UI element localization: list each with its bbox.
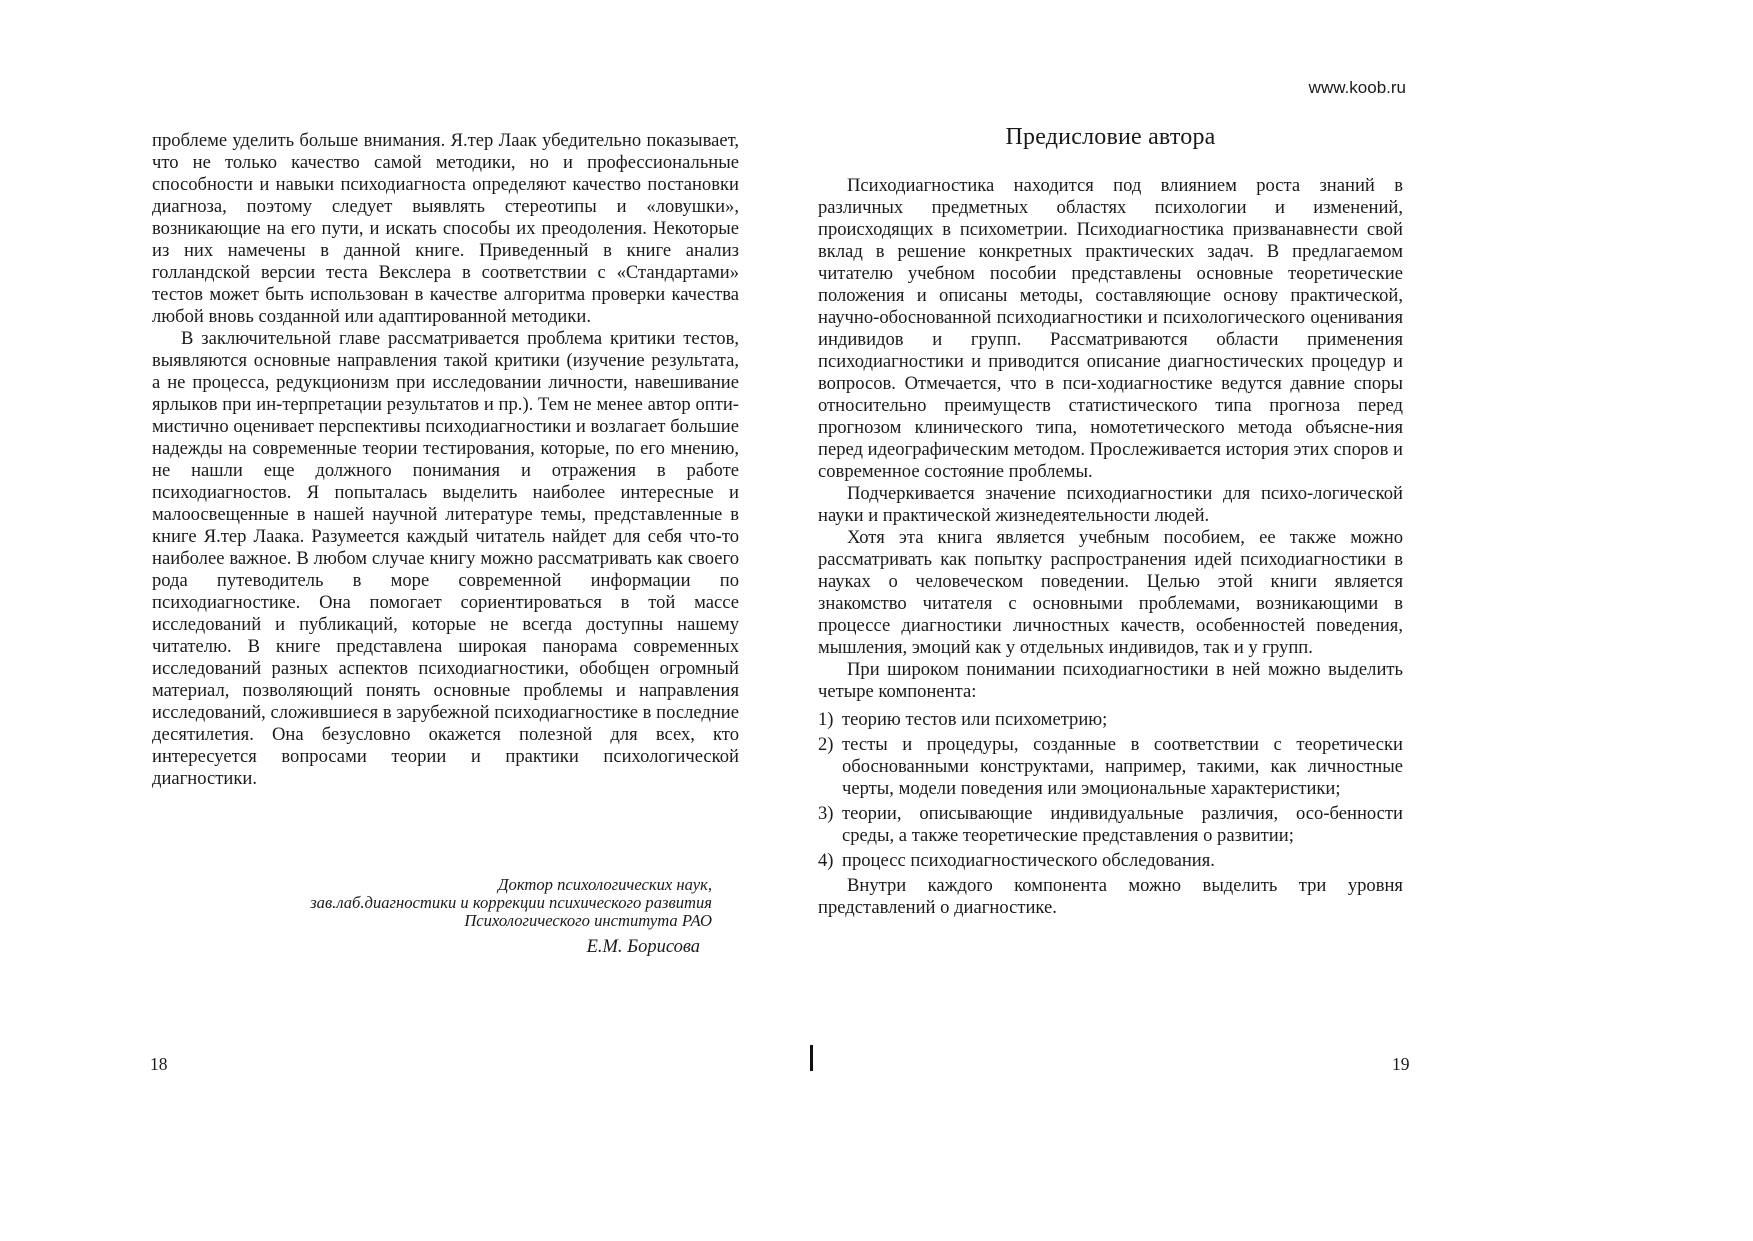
list-item-text: процесс психодиагностического обследования. [842,850,1215,871]
list-item-text: теорию тестов или психометрию; [842,709,1108,730]
list-item-number: 4) [818,850,834,871]
right-page-text [818,175,1403,919]
list-item [818,734,1403,800]
signature-block [180,876,712,956]
paragraph: При широком понимании психодиагностики в ней можно выделить четыре компонента: [818,659,1403,702]
left-page [0,0,812,1241]
list-item [818,850,1403,872]
list-item-text: тесты и процедуры, созданные в соответствии с теоретически обоснованными конструктами, например, такими, как личностные черты, модели поведения или эмоциональные характеристики; [842,734,1403,799]
list-item [818,803,1403,847]
list-item-text: теории, описывающие индивидуальные различия, осо-бенности среды, а также теоретические представления о развитии; [842,803,1403,846]
paragraph: Подчеркивается значение психодиагностики для психо-логической науки и практической жизнедеятельности людей. [818,483,1403,526]
closing-paragraph: Внутри каждого компонента можно выделить три уровня представлений о диагностике. [818,875,1403,918]
site-url: www.koob.ru [1308,78,1406,97]
components-list [818,709,1403,872]
page-number-left: 18 [150,1054,168,1074]
list-item-number: 1) [818,709,834,730]
signature-institute: Психологического института РАО [464,911,712,930]
page-number-right: 19 [1392,1054,1410,1074]
paragraph: Хотя эта книга является учебным пособием, ее также можно рассматривать как попытку распространения идей психодиагностики в науках о человеческом поведении. Целью этой книги является знакомство читателя с основными проблемами, возникающими в процессе диагностики личностных качеств, особенностей поведения, мышления, эмоций как у отдельных индивидов, так и у групп. [818,527,1403,658]
list-item-number: 2) [818,734,834,755]
paragraph: В заключительной главе рассматривается проблема критики тестов, выявляются основные направления такой критики (изучение результата, а не процесса, редукционизм при исследовании личности, навешивание ярлыков при ин-терпретации результатов и пр.). Тем не менее автор опти-мистично оценивает перспективы психодиагностики и возлагает большие надежды на современные теории тестирования, которые, по его мнению, не нашли еще должного понимания и отражения в работе психодиагностов. Я попыталась выделить наиболее интересные и малоосвещенные в нашей научной литературе темы, представленные в книге Я.тер Лаака. Разумеется каждый читатель найдет для себя что-то наиболее важное. В любом случае книгу можно рассматривать как своего рода путеводитель в море современной информации по психодиагностике. Она помогает сориентироваться в той массе исследований и публикаций, которые не всегда доступны нашему читателю. В книге представлена широкая панорама современных исследований разных аспектов психодиагностики, обобщен огромный материал, позволяющий понять основные проблемы и направления исследований, сложившиеся в зарубежной психодиагностике в последние десятилетия. Она безусловно окажется полезной для всех, кто интересуется вопросами теории и практики психологической диагностики. [152,328,739,789]
signature-degree: Доктор психологических наук, [497,875,712,894]
list-item [818,709,1403,731]
left-page-text [152,130,739,790]
paragraph: проблеме уделить больше внимания. Я.тер Лаак убедительно показывает, что не только качество самой методики, но и профессиональные способности и навыки психодиагноста определяют качество постановки диагноза, поэтому следует выявлять стереотипы и «ловушки», возникающие на его пути, и искать способы их преодоления. Некоторые из них намечены в данной книге. Приведенный в книге анализ голландской версии теста Векслера в соответствии с «Стандартами» тестов может быть использован в качестве алгоритма проверки качества любой вновь созданной или адаптированной методики. [152,130,739,327]
paragraph: Психодиагностика находится под влиянием роста знаний в различных предметных областях психологии и изменений, происходящих в психометрии. Психодиагностика призванавнести свой вклад в решение конкретных практических задач. В предлагаемом читателю учебном пособии представлены основные теоретические положения и описаны методы, составляющие основу практической, научно-обоснованной психодиагностики и психологического оценивания индивидов и групп. Рассматриваются области применения психодиагностики и приводится описание диагностических процедур и вопросов. Отмечается, что в пси-ходиагностике ведутся давние споры относительно преимуществ статистического типа прогноза перед прогнозом клинического типа, номотетического метода объясне-ния перед идеографическим методом. Прослеживается история этих споров и современное состояние проблемы. [818,175,1403,482]
list-item-number: 3) [818,803,834,824]
right-page [812,0,1753,1241]
signature-name: Е.М. Борисова [586,937,700,957]
page-title: Предисловие автора [1005,124,1216,150]
signature-position: зав.лаб.диагностики и коррекции психического развития [310,893,712,912]
